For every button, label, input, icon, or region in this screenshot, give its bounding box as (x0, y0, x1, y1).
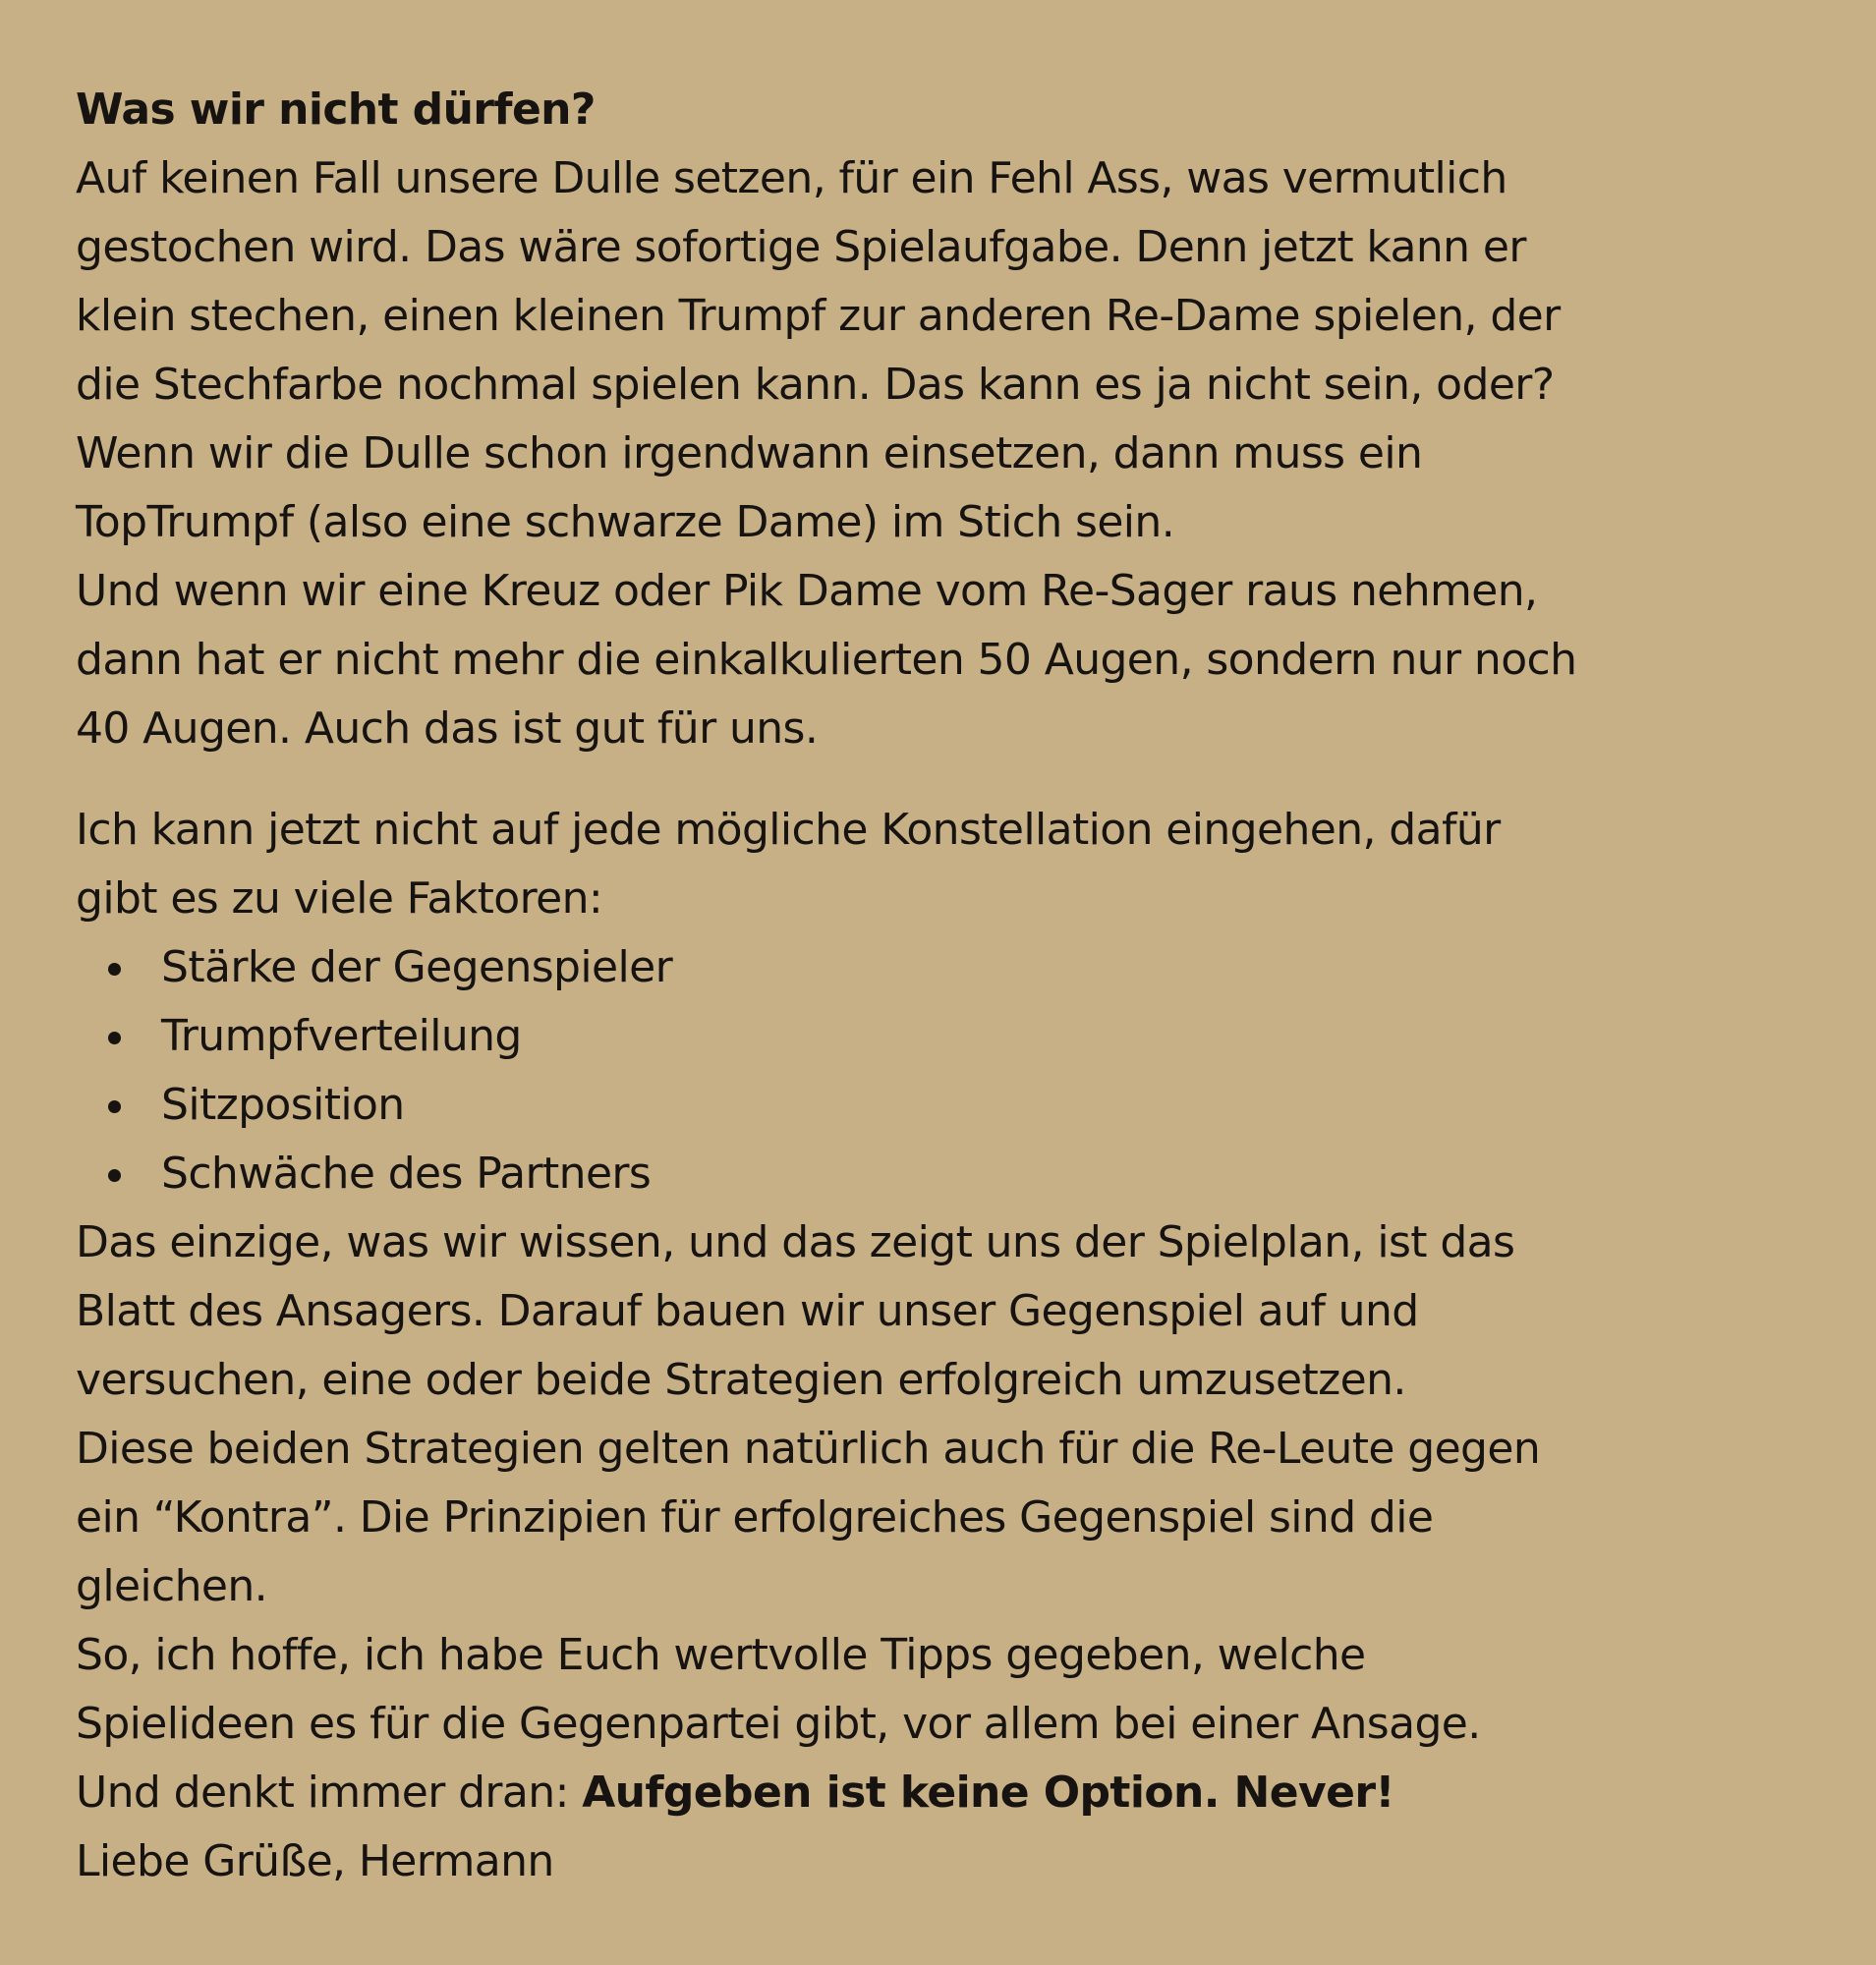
text-line: TopTrumpf (also eine schwarze Dame) im Stich sein. (76, 497, 1175, 547)
factors-list (76, 933, 1845, 1208)
list-item (76, 1002, 1845, 1071)
text-line: gibt es zu viele Faktoren: (76, 873, 603, 924)
text-line: dann hat er nicht mehr die einkalkulierten 50 Augen, sondern nur noch (76, 635, 1577, 685)
bullet-icon (108, 1100, 121, 1113)
text-line: Und wenn wir eine Kreuz oder Pik Dame vom Re-Sager raus nehmen, (76, 566, 1538, 616)
paragraph-spacer (76, 763, 1845, 796)
text-line: 40 Augen. Auch das ist gut für uns. (76, 703, 819, 754)
list-item (76, 1071, 1845, 1140)
text-line: gleichen. (76, 1561, 268, 1611)
closing-emphasis: Aufgeben ist keine Option. Never! (582, 1768, 1394, 1818)
bullet-icon (108, 963, 121, 976)
text-line: Wenn wir die Dulle schon irgendwann einsetzen, dann muss ein (76, 428, 1423, 478)
list-item (76, 933, 1845, 1002)
text-line: Blatt des Ansagers. Darauf bauen wir unser Gegenspiel auf und (76, 1286, 1419, 1336)
text-line: So, ich hoffe, ich habe Euch wertvolle Tipps gegeben, welche (76, 1630, 1366, 1680)
text-line: Auf keinen Fall unsere Dulle setzen, für ein Fehl Ass, was vermutlich (76, 153, 1507, 203)
signature: Liebe Grüße, Hermann (76, 1836, 554, 1886)
bullet-icon (108, 1032, 121, 1044)
text-line: die Stechfarbe nochmal spielen kann. Das kann es ja nicht sein, oder? (76, 360, 1555, 410)
text-line: Diese beiden Strategien gelten natürlich auch für die Re-Leute gegen (76, 1424, 1541, 1474)
text-line: versuchen, eine oder beide Strategien erfolgreich umzusetzen. (76, 1355, 1406, 1405)
text-line: klein stechen, einen kleinen Trumpf zur anderen Re-Dame spielen, der (76, 291, 1561, 341)
list-item-label: Schwäche des Partners (161, 1149, 652, 1199)
closing-prefix: Und denkt immer dran: (76, 1768, 583, 1818)
list-item-label: Stärke der Gegenspieler (161, 942, 673, 992)
text-line: gestochen wird. Das wäre sofortige Spielaufgabe. Denn jetzt kann er (76, 222, 1526, 272)
list-item-label: Sitzposition (161, 1080, 405, 1130)
text-line: Ich kann jetzt nicht auf jede mögliche Konstellation eingehen, dafür (76, 805, 1501, 855)
section-heading: Was wir nicht dürfen? (76, 84, 596, 135)
article-body (76, 76, 1845, 1896)
closing-line (76, 1759, 1845, 1827)
paragraph-konstellation (76, 796, 1845, 933)
text-line: Spielideen es für die Gegenpartei gibt, vor allem bei einer Ansage. (76, 1699, 1481, 1749)
bullet-icon (108, 1169, 121, 1182)
text-line: Das einzige, was wir wissen, und das zeigt uns der Spielplan, ist das (76, 1217, 1515, 1267)
list-item (76, 1140, 1845, 1208)
paragraph-dulle (76, 144, 1845, 763)
text-line: ein “Kontra”. Die Prinzipien für erfolgreiches Gegenspiel sind die (76, 1492, 1434, 1543)
paragraph-spielplan (76, 1208, 1845, 1759)
list-item-label: Trumpfverteilung (161, 1011, 522, 1061)
